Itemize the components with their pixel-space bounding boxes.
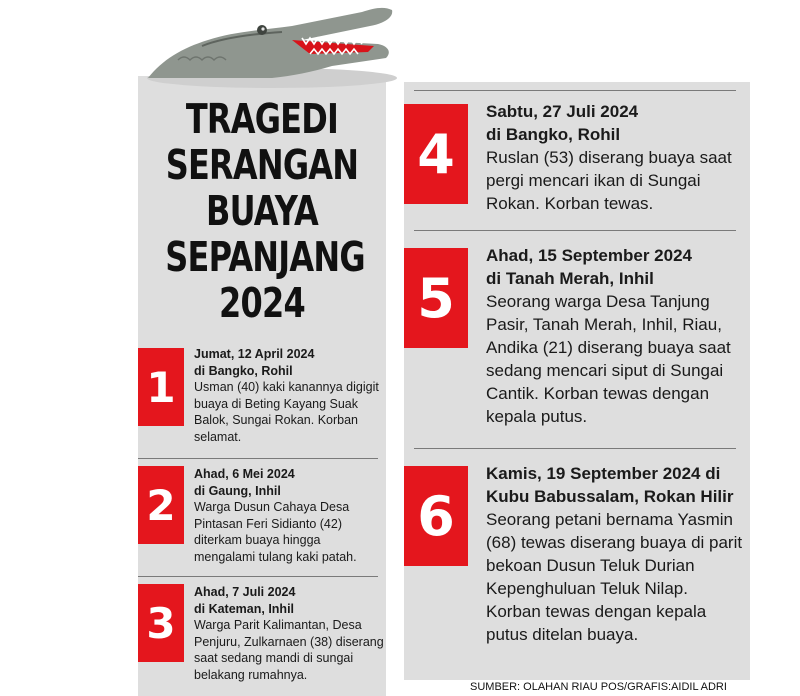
entry-date: Jumat, 12 April 2024 bbox=[194, 347, 315, 361]
entry-description: Seorang petani bernama Yasmin (68) tewas diserang buaya di parit bekoan Dusun Teluk Durian Kepenghuluan Teluk Nilap. Korban tewas dengan kepala putus ditelan buaya. bbox=[486, 510, 743, 644]
entry-date: Ahad, 15 September 2024 bbox=[486, 246, 692, 265]
divider bbox=[138, 458, 378, 459]
divider bbox=[138, 576, 378, 577]
entry-date: Kamis, 19 September 2024 di bbox=[486, 464, 721, 483]
entry-description: Warga Dusun Cahaya Desa Pintasan Feri Sidianto (42) diterkam buaya hingga mengalami tulang kaki patah. bbox=[194, 500, 357, 564]
title-line: 2024 bbox=[219, 279, 305, 327]
entry-number-badge: 5 bbox=[404, 248, 468, 348]
source-credit: SUMBER: OLAHAN RIAU POS/GRAFIS:AIDIL ADRI bbox=[470, 681, 727, 693]
entry-number-badge: 2 bbox=[138, 466, 184, 544]
page-title bbox=[165, 95, 365, 327]
entry-2 bbox=[194, 466, 384, 565]
entry-place: di Gaung, Inhil bbox=[194, 483, 281, 498]
entry-1 bbox=[194, 346, 384, 445]
entry-description: Usman (40) kaki kanannya digigit buaya di Beting Kayang Suak Balok, Sungai Rokan. Korban selamat. bbox=[194, 380, 379, 444]
entry-description: Warga Parit Kalimantan, Desa Penjuru, Zulkarnaen (38) diserang saat sedang mandi di sungai belakang rumahnya. bbox=[194, 618, 384, 682]
title-line: SERANGAN bbox=[165, 141, 359, 189]
entry-5 bbox=[486, 244, 744, 428]
entry-number-badge: 3 bbox=[138, 584, 184, 662]
crocodile-illustration bbox=[142, 0, 402, 95]
divider bbox=[414, 448, 736, 449]
entry-date: Ahad, 6 Mei 2024 bbox=[194, 467, 295, 481]
entry-number-badge: 4 bbox=[404, 104, 468, 204]
divider bbox=[414, 230, 736, 231]
divider bbox=[414, 90, 736, 91]
entry-place: Kubu Babussalam, Rokan Hilir bbox=[486, 487, 734, 506]
entry-3 bbox=[194, 584, 384, 683]
title-line: TRAGEDI bbox=[185, 95, 339, 143]
entry-6 bbox=[486, 462, 744, 646]
entry-place: di Tanah Merah, Inhil bbox=[486, 269, 654, 288]
title-line: SEPANJANG bbox=[165, 233, 365, 281]
entry-place: di Bangko, Rohil bbox=[194, 363, 293, 378]
entry-number-badge: 1 bbox=[138, 348, 184, 426]
title-line: BUAYA bbox=[205, 187, 319, 235]
entry-number-badge: 6 bbox=[404, 466, 468, 566]
entry-description: Ruslan (53) diserang buaya saat pergi mencari ikan di Sungai Rokan. Korban tewas. bbox=[486, 148, 732, 213]
entry-place: di Bangko, Rohil bbox=[486, 125, 621, 144]
entry-date: Sabtu, 27 Juli 2024 bbox=[486, 102, 639, 121]
entry-4 bbox=[486, 100, 744, 215]
entry-date: Ahad, 7 Juli 2024 bbox=[194, 585, 296, 599]
entry-description: Seorang warga Desa Tanjung Pasir, Tanah Merah, Inhil, Riau, Andika (21) diserang buaya saat sedang mencari siput di Sungai Cantik. Korban tewas dengan kepala putus. bbox=[486, 292, 731, 426]
entry-place: di Kateman, Inhil bbox=[194, 601, 295, 616]
